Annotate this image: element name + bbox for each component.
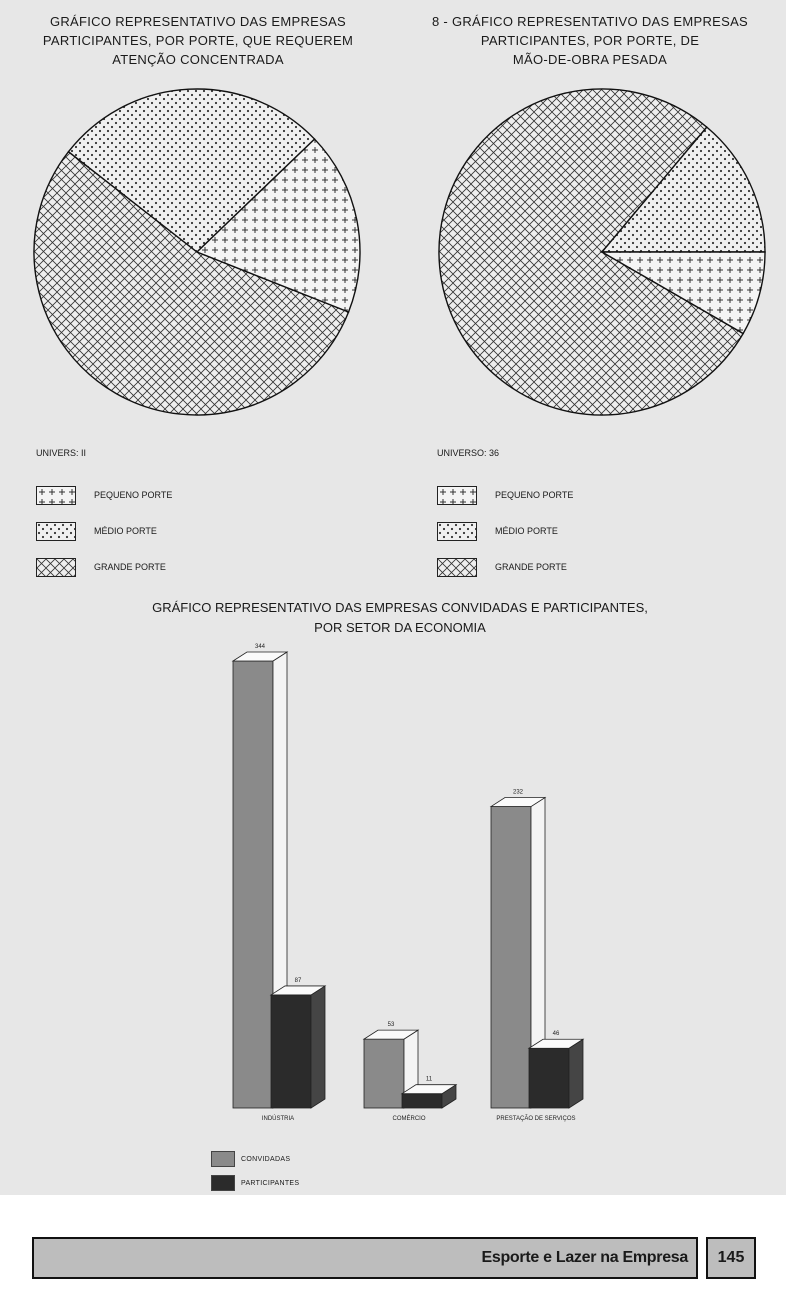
legend-label: MÉDIO PORTE	[495, 526, 558, 536]
bar-convidadas-2	[491, 807, 531, 1108]
category-label: PRESTAÇÃO DE SERVIÇOS	[496, 1116, 576, 1122]
page-number: 145	[706, 1237, 756, 1279]
pie2-universe-label: UNIVERSO: 36	[437, 448, 500, 458]
bar-value-label: 87	[294, 977, 302, 984]
category-label: INDÚSTRIA	[261, 1116, 295, 1122]
bar-value-label: 232	[512, 789, 524, 796]
legend-swatch-convidadas	[211, 1151, 235, 1167]
legend-label: PEQUENO PORTE	[495, 490, 574, 500]
bar-value-label: 344	[254, 644, 266, 650]
legend-label: GRANDE PORTE	[495, 562, 567, 572]
footer-title-bar	[32, 1237, 698, 1279]
bar-chart-title: GRÁFICO REPRESENTATIVO DAS EMPRESAS CONVIDADAS E PARTICIPANTES, POR SETOR DA ECONOMIA	[152, 600, 648, 635]
legend-label: CONVIDADAS	[241, 1155, 291, 1163]
legend-item	[211, 1171, 299, 1195]
bar-value-label: 53	[387, 1022, 395, 1029]
pie2-title: 8 - GRÁFICO REPRESENTATIVO DAS EMPRESAS PARTICIPANTES, POR PORTE, DE MÃO-DE-OBRA PESADA	[431, 14, 749, 67]
bar-convidadas-0	[233, 661, 273, 1108]
bar-legend	[211, 1147, 299, 1195]
legend-label: GRANDE PORTE	[94, 562, 166, 572]
bar-value-label: 11	[425, 1076, 433, 1083]
bar-participantes-1	[402, 1094, 442, 1108]
bar-participantes-0	[271, 995, 311, 1108]
bar-value-label: 46	[552, 1031, 560, 1038]
category-label: COMÉRCIO	[392, 1116, 426, 1122]
bar-convidadas-1	[364, 1039, 404, 1108]
bar-side-2-1	[569, 1039, 583, 1108]
legend-label: PARTICIPANTES	[241, 1179, 300, 1187]
pie1-universe-label: UNIVERS: II	[36, 448, 87, 458]
legend-label: PEQUENO PORTE	[94, 490, 173, 500]
pie1-title: GRÁFICO REPRESENTATIVO DAS EMPRESAS PARTICIPANTES, POR PORTE, QUE REQUEREM ATENÇÃO CONCENTRADA	[42, 14, 354, 67]
legend-item	[211, 1147, 299, 1171]
book-title: Esporte e Lazer na Empresa	[481, 1249, 688, 1266]
legend-swatch-participantes	[211, 1175, 235, 1191]
legend-label: MÉDIO PORTE	[94, 526, 157, 536]
bar-side-0-1	[311, 986, 325, 1108]
bar-participantes-2	[529, 1048, 569, 1108]
